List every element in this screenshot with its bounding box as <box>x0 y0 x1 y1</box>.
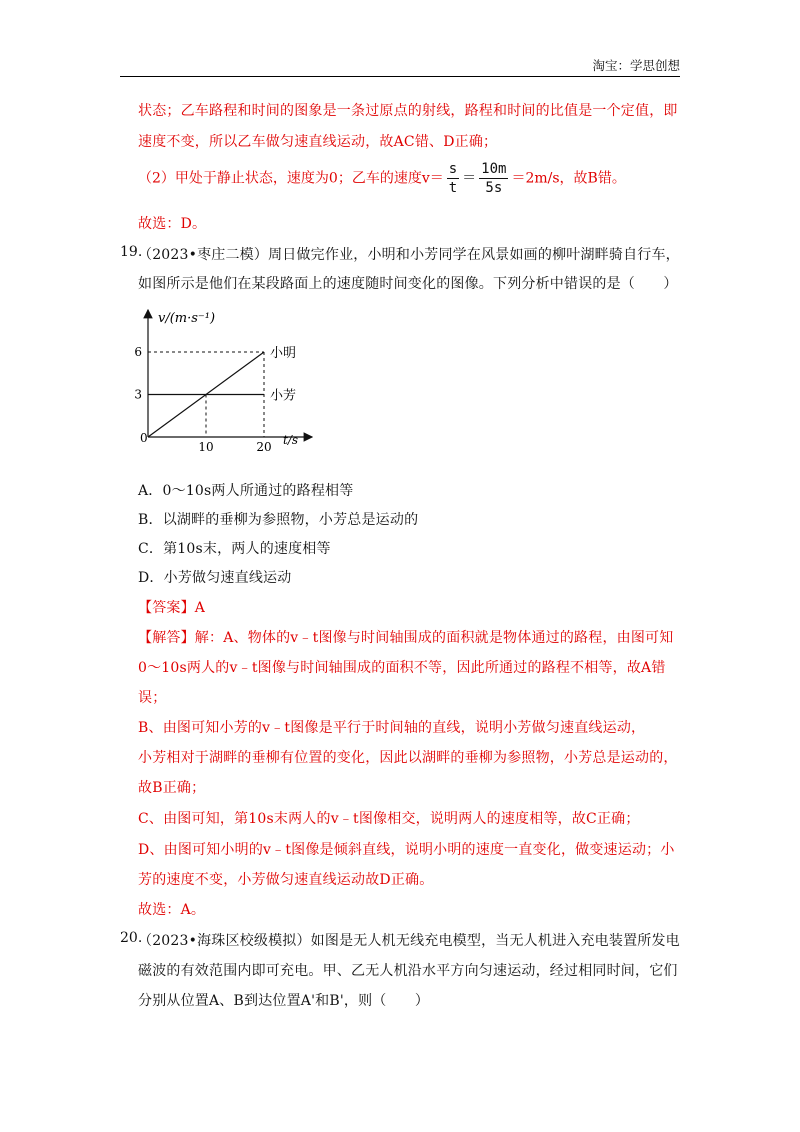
q19-number: 19. <box>120 244 143 260</box>
prev-answer-line2: 速度不变，所以乙车做匀速直线运动，故AC错、D正确； <box>138 134 498 150</box>
x-tick-label-2: 20 <box>256 440 272 454</box>
q19-analysis-line6: 故B正确； <box>138 780 206 796</box>
formula-suffix: ＝2m/s，故B错。 <box>511 170 626 187</box>
fraction-10m-over-5s <box>479 160 508 197</box>
q20-stem-line2: 磁波的有效范围内即可充电。甲、乙无人机沿水平方向匀速运动，经过相同时间，它们 <box>138 963 678 979</box>
q19-analysis-line9: 芳的速度不变，小芳做匀速直线运动故D正确。 <box>138 872 434 888</box>
formula-prefix: （2）甲处于静止状态，速度为0；乙车的速度v＝ <box>138 170 444 187</box>
fraction-s-over-t <box>447 160 459 197</box>
q19-choice: 故选：A。 <box>138 902 206 918</box>
q20-stem-line1: （2023•海珠区校级模拟）如图是无人机无线充电模型，当无人机进入充电装置所发电 <box>138 933 680 949</box>
prev-answer-choice: 故选：D。 <box>138 216 207 232</box>
header-text: 淘宝：学思创想 <box>592 58 680 73</box>
frac2-den: 5s <box>485 180 503 196</box>
q19-stem-line1: （2023•枣庄二模）周日做完作业，小明和小芳同学在风景如画的柳叶湖畔骑自行车， <box>138 247 680 263</box>
frac2-num: 10m <box>481 161 507 177</box>
q19-analysis-line3: 误； <box>138 690 167 706</box>
frac1-den: t <box>448 180 458 196</box>
q19-analysis-line8: D、由图可知小明的v﹣t图像是倾斜直线，说明小明的速度一直变化，做变速运动；小 <box>138 842 675 858</box>
q19-option-b: B．以湖畔的垂柳为参照物，小芳总是运动的 <box>138 512 419 528</box>
q19-stem-line2: 如图所示是他们在某段路面上的速度随时间变化的图像。下列分析中错误的是（ ） <box>138 276 678 292</box>
prev-answer-formula <box>138 160 626 197</box>
q19-analysis-line2: 0～10s两人的v﹣t图像与时间轴围成的面积不等，因此所通过的路程不相等，故A错 <box>138 660 666 676</box>
x-axis-label: t/s <box>283 433 299 447</box>
q19-analysis-line7: C、由图可知，第10s末两人的v﹣t图像相交，说明两人的速度相等，故C正确； <box>138 811 640 827</box>
q19-option-d: D．小芳做匀速直线运动 <box>138 570 292 586</box>
q19-analysis-line1: 【解答】解：A、物体的v﹣t图像与时间轴围成的面积就是物体通过的路程，由图可知 <box>138 630 674 646</box>
vt-chart <box>130 300 320 460</box>
x-tick-label-1: 10 <box>198 440 214 454</box>
y-tick-label-1: 3 <box>134 387 142 402</box>
q19-answer: 【答案】A <box>138 600 206 616</box>
series-label-2: 小芳 <box>270 388 297 404</box>
formula-eq: ＝ <box>462 170 477 187</box>
page-header <box>120 56 680 77</box>
q20-stem-line3: 分别从位置A、B到达位置A'和B'，则（ ） <box>138 993 430 1009</box>
q20-number: 20. <box>120 930 143 946</box>
prev-answer-line1: 状态；乙车路程和时间的图象是一条过原点的射线，路程和时间的比值是一个定值，即 <box>138 103 678 119</box>
q19-option-c: C．第10s末，两人的速度相等 <box>138 541 331 557</box>
q19-analysis-line4: B、由图可知小芳的v﹣t图像是平行于时间轴的直线，说明小芳做匀速直线运动， <box>138 720 646 736</box>
series-label-1: 小明 <box>270 346 297 361</box>
q19-option-a: A．0～10s两人所通过的路程相等 <box>138 483 354 499</box>
origin-label: 0 <box>140 431 148 445</box>
y-tick-label-2: 6 <box>134 345 142 359</box>
y-axis-label: v/(m·s⁻¹) <box>158 311 216 326</box>
q19-analysis-line5: 小芳相对于湖畔的垂柳有位置的变化，因此以湖畔的垂柳为参照物，小芳总是运动的， <box>138 750 678 766</box>
frac1-num: s <box>448 161 458 177</box>
